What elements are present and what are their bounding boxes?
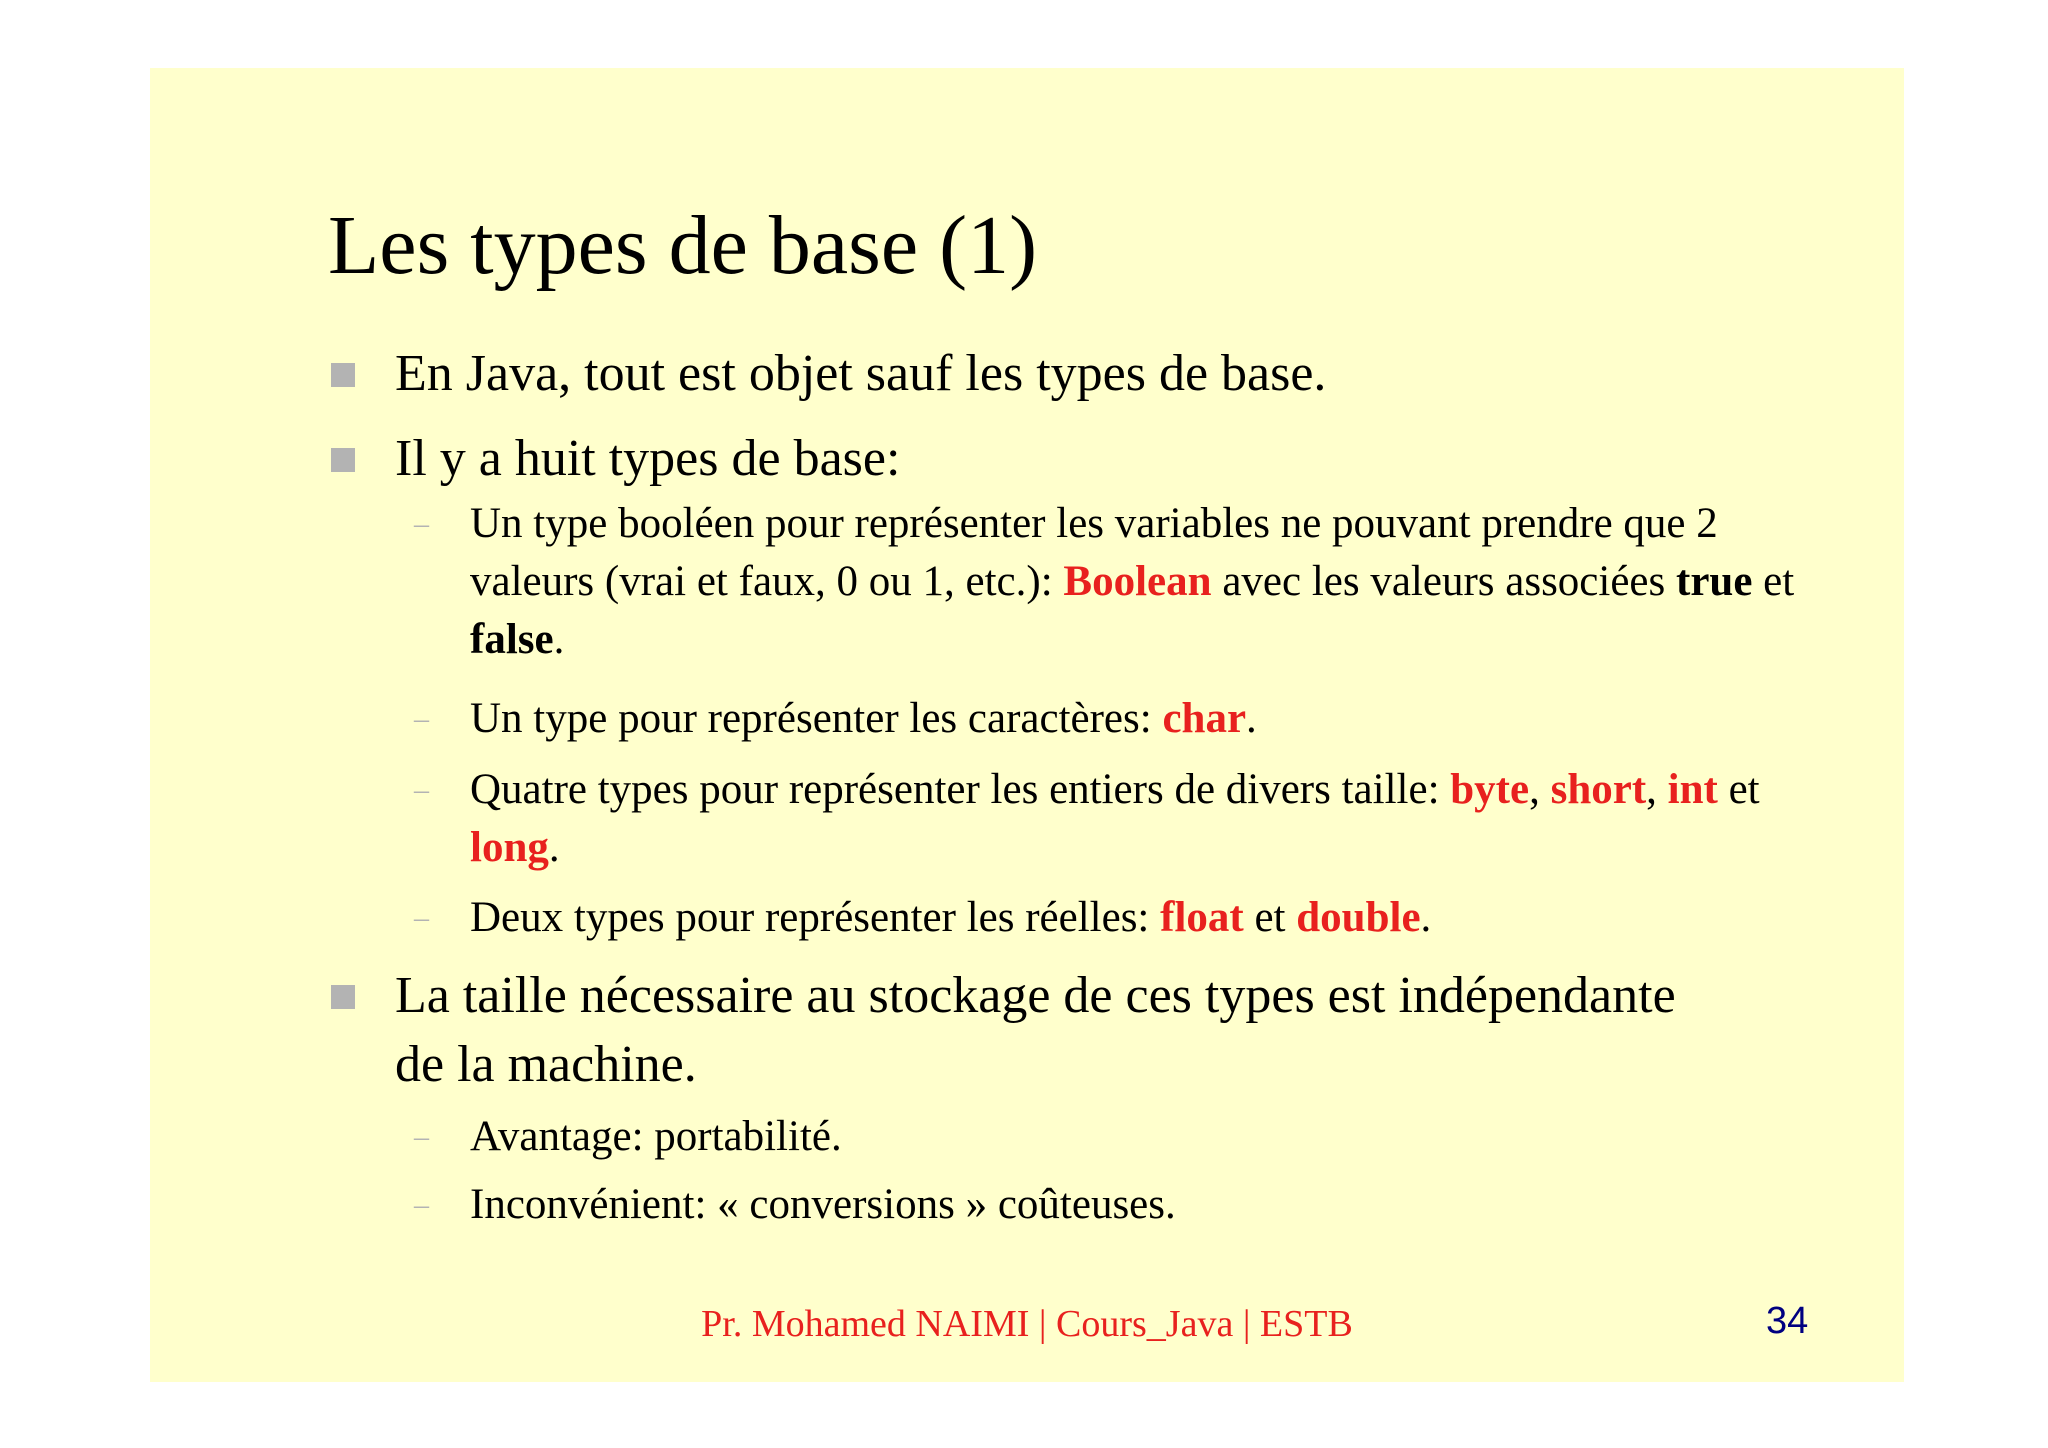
slide-title: Les types de base (1) <box>328 199 1038 292</box>
bullet-item <box>395 424 1695 493</box>
sub-text: et <box>1717 766 1760 813</box>
slide-footer: Pr. Mohamed NAIMI | Cours_Java | ESTB <box>701 1303 1353 1345</box>
sub-text: Quatre types pour représenter les entiers de divers taille: <box>470 766 1451 813</box>
sub-text: . <box>1420 894 1432 941</box>
sub-bullet-item <box>414 1176 1800 1234</box>
sub-text: et <box>1243 894 1297 941</box>
keyword-char: char <box>1162 695 1247 742</box>
sub-bullet-item <box>414 1108 1800 1166</box>
sub-text: . <box>548 824 560 871</box>
bullet-text: Il y a huit types de base: <box>395 430 901 487</box>
sub-text: , <box>1646 766 1668 813</box>
sub-text: Deux types pour représenter les réelles: <box>470 894 1161 941</box>
dash-bullet-icon: – <box>414 901 429 934</box>
sub-bullet-item <box>414 495 1800 669</box>
bullet-item <box>395 339 1695 408</box>
keyword-true: true <box>1676 558 1753 605</box>
sub-bullet-item <box>414 690 1800 748</box>
dash-bullet-icon: – <box>414 1120 429 1153</box>
keyword-short: short <box>1550 766 1647 813</box>
sub-text: Avantage: portabilité. <box>470 1113 842 1160</box>
keyword-byte: byte <box>1450 766 1530 813</box>
sub-text: . <box>553 616 565 663</box>
bullet-text: La taille nécessaire au stockage de ces types est indépendante de la machine. <box>395 967 1676 1093</box>
keyword-float: float <box>1160 894 1244 941</box>
bullet-text: En Java, tout est objet sauf les types de base. <box>395 345 1327 402</box>
square-bullet-icon <box>331 363 355 387</box>
keyword-double: double <box>1296 894 1421 941</box>
dash-bullet-icon: – <box>414 1188 429 1221</box>
bullet-item <box>395 961 1695 1099</box>
keyword-int: int <box>1667 766 1718 813</box>
slide-content <box>150 68 1904 1382</box>
dash-bullet-icon: – <box>414 507 429 540</box>
sub-bullet-item <box>414 761 1800 877</box>
sub-text: . <box>1246 695 1257 742</box>
sub-text: et <box>1752 558 1795 605</box>
sub-text: Un type booléen pour représenter les variables ne pouvant prendre que 2 valeurs (vrai et faux, 0 ou 1, etc.): <box>470 500 1718 605</box>
sub-text: Un type pour représenter les caractères: <box>470 695 1163 742</box>
dash-bullet-icon: – <box>414 702 429 735</box>
sub-text: Inconvénient: « conversions » coûteuses. <box>470 1181 1176 1228</box>
keyword-false: false <box>470 616 554 663</box>
square-bullet-icon <box>331 448 355 472</box>
page-number: 34 <box>1766 1300 1809 1342</box>
dash-bullet-icon: – <box>414 773 429 806</box>
slide <box>150 68 1904 1382</box>
sub-bullet-item <box>414 889 1800 947</box>
keyword-long: long <box>470 824 549 871</box>
sub-text: avec les valeurs associées <box>1211 558 1676 605</box>
square-bullet-icon <box>331 985 355 1009</box>
sub-text: , <box>1529 766 1551 813</box>
keyword-boolean: Boolean <box>1063 558 1212 605</box>
